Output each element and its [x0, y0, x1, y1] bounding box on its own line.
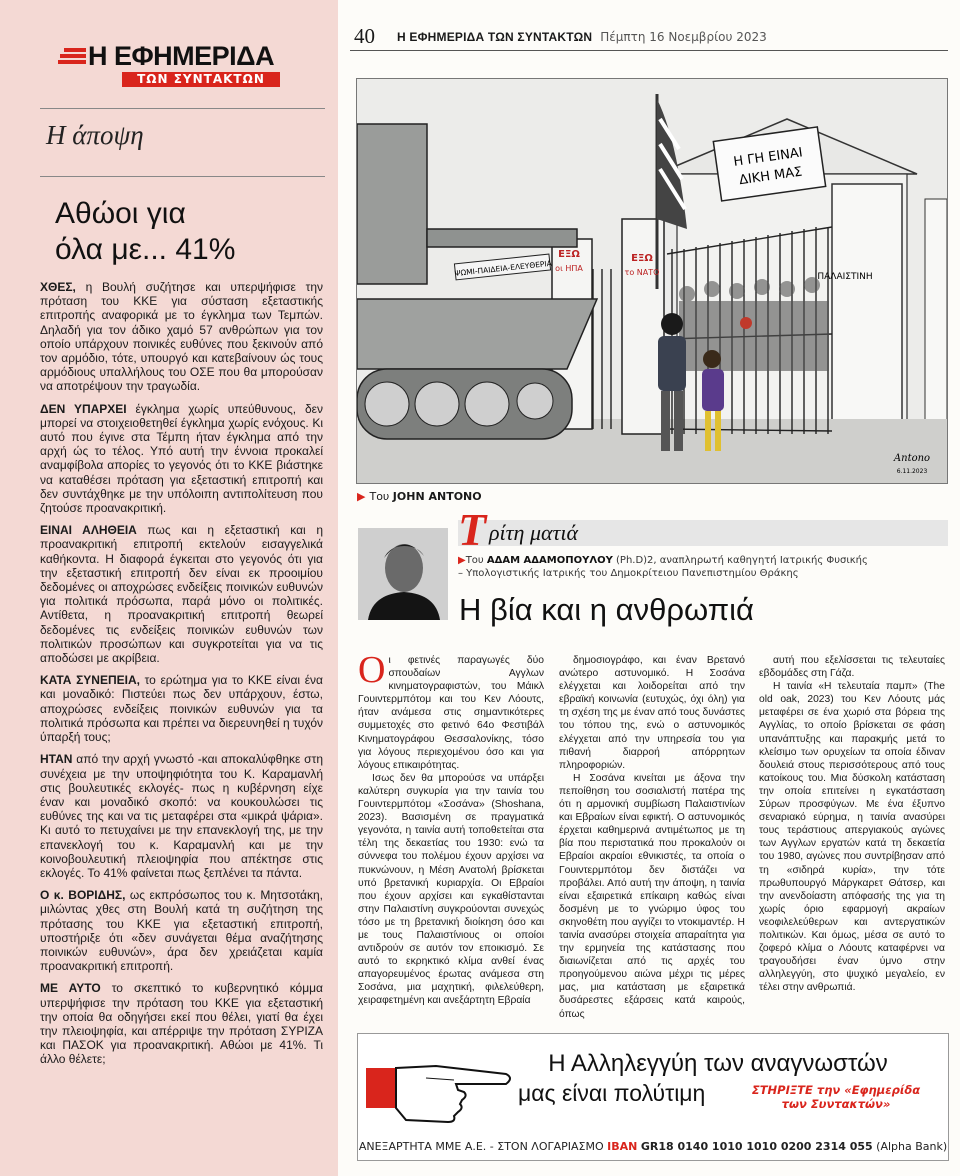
paragraph-lead: ΧΘΕΣ, [40, 280, 76, 294]
logo-stripes-icon [58, 48, 86, 70]
pointing-hand-icon [366, 1038, 516, 1138]
article-title: Η βία και η ανθρωπιά [459, 592, 754, 627]
pillar-text-1a: ΕΞΩ [558, 249, 580, 260]
issue-date: Πέμπτη 16 Νοεμβρίου 2023 [600, 30, 767, 44]
cartoon-palestine: ΠΑΛΑΙΣΤΙΝΗ [817, 272, 873, 282]
divider [350, 50, 948, 51]
column-title-initial: Τ [458, 504, 487, 555]
article-paragraph: Η Σοσάνα κινείται με άξονα την πεποίθηση του σοσιαλιστή πατέρα της ότι η αρμονική συμβίωση Παλαιστινίων και Εβραίων είναι εφικτή. Ο αστυνομικός έρχεται καθημερινά αντιμέτωπος με τη βία που περιστατικά που προκαλούν οι Εβραίοι ακραίοι εθνικιστές, τα οποία ο Γουιντερμπότομ δεν διστάζει να προβάλει. Από αυτή την άποψη, η ταινία είναι εξαιρετικά επίκαιρη καθώς είναι δοσμένη με το γνώριμο ύφος του σκηνοθέτη που αγγίζει το ντοκιμαντέρ. Η ταινία ανασύρει στοιχεία απαραίτητα για την ερμηνεία της κατάστασης που διαιωνίζεται από τις αρχές του προηγούμενου αιώνα μέχρι τις μέρες μας, μια κατάσταση με εξαιρετικά δυσάρεστες εξάρσεις κατά καιρούς, όπως [559, 772, 745, 1020]
editorial-paragraph: ΧΘΕΣ, η Βουλή συζήτησε και υπερψήφισε την πρόταση του ΚΚΕ για σύσταση εξεταστικής επιτροπής αναφορικά με το έγκλημα των Τεμπών. Δηλαδή για τον άδικο χαμό 57 ανθρώπων για τον οποίο υπάρχουν ποινικές ευθύνες που ξεκινούν από τον αρμόδιο, τότε, υπουργό και κατεβαίνουν ώς τους αρμόδιους υπαλλήλους του ΟΣΕ που θα μπορούσαν να αποτρέψουν την τραγωδία. [40, 280, 323, 394]
triangle-icon: ▶ [357, 490, 366, 503]
paragraph-lead: Ο κ. ΒΟΡΙΔΗΣ, [40, 888, 126, 903]
ad-callout: ΣΤΗΡΙΞΤΕ την «Εφημερίδα των Συντακτών» [751, 1083, 921, 1111]
cartoon-banner: ΨΩΜΙ-ΠΑΙΔΕΙΑ-ΕΛΕΥΘΕΡΙΑ [454, 258, 553, 278]
editorial-paragraph: Ο κ. ΒΟΡΙΔΗΣ, ως εκπρόσωπος του κ. Μητσοτάκη, μιλώντας χθες στη Βουλή κατά τη συζήτηση της πρότασης του ΚΚΕ για εξεταστική επιτροπή, υποστήριξε ότι «δεν συνάγεται θέμα αναζήτησης ποινικών ευθυνών», άρα δεν χρειάζεται καμία προανακριτική επιτροπή. [40, 888, 323, 974]
cartoon-sign-line-2: ΔΙΚΗ ΜΑΣ [738, 164, 804, 189]
paragraph-lead: ΜΕ ΑΥΤΟ [40, 981, 101, 996]
page-number: 40 [354, 24, 375, 48]
column-title: ρίτη ματιά [489, 520, 579, 545]
iban-label: IBAN [607, 1140, 638, 1153]
bank-name: (Alpha Bank) [876, 1140, 948, 1153]
article-column-3 [759, 654, 945, 994]
logo-subtitle: ΤΩΝ ΣΥΝΤΑΚΤΩΝ [122, 72, 280, 87]
headline-line-2: όλα με... 41% [55, 233, 236, 266]
cartoon-caption: ▶ Του JOHN ANTONO [357, 490, 482, 503]
editorial-headline [55, 196, 315, 268]
divider [40, 108, 325, 109]
paragraph-lead: ΗΤΑΝ [40, 752, 73, 767]
page-header [397, 30, 767, 44]
editorial-paragraph: ΜΕ ΑΥΤΟ το σκεπτικό το κυβερνητικό κόμμα υπερψήφισε την πρόταση του ΚΚΕ για εξεταστική την οποία θα οδηγήσει εκεί που θέλει, γιατί θα έχει την πλειοψηφία, και απέρριψε την πρόταση ΣΥΡΙΖΑ και ΠΑΣΟΚ για προανακριτική. Αθώοι με 41%. Τι άλλο θέλετε; [40, 981, 323, 1067]
ad-subheadline: μας είναι πολύτιμη [518, 1080, 706, 1106]
ad-headline: Η Αλληλεγγύη των αναγνωστών [548, 1050, 888, 1077]
drop-cap: Ο [358, 649, 386, 691]
article-paragraph: Ισως δεν θα μπορούσε να υπάρξει καλύτερη συγκυρία για την ταινία του Γουιντερμπότομ «Σοσάνα» (Shoshana, 2023). Βασισμένη σε πραγματικά γεγονότα, η ταινία αυτή τοποθετείται στα τέλη της δεκαετίας του 1930: ενώ τα σύννεφα του πολέμου έχουν αρχίσει να πυκνώνουν, η Μέση Ανατολή βρίσκεται υπό βρετανική κυριαρχία. Οι Εβραίοι που έχουν αρχίσει και εγκαθίστανται στην Παλαιστίνη συγκρούονται συνεχώς τόσο με τη βρετανική διοίκηση όσο και με τους Παλαιστίνιους οι οποίοι αντιδρούν σε αυτόν τον εποικισμό. Σε αυτό το εκρηκτικό κλίμα ανθεί ένας απαγορευμένος έρωτας ανάμεσα στη Σοσάνα, μια μαχητική, φιλελεύθερη, χειραφετημένη και ανεξάρτητη Εβραία [358, 772, 544, 1007]
article-column-1 [358, 649, 544, 1008]
paper-name: Η ΕΦΗΜΕΡΙΔΑ ΤΩΝ ΣΥΝΤΑΚΤΩΝ [397, 30, 593, 44]
editorial-paragraph: ΔΕΝ ΥΠΑΡΧΕΙ έγκλημα χωρίς υπεύθυνους, δεν μπορεί να στοιχειοθετηθεί έγκλημα χωρίς ενόχους. Κι αυτό που έγινε στα Τέμπη ήταν έγκλημα από την αρχή ώς το τέλος. Υπό αυτή την έννοια προκαλεί αναμφίβολα απορίες το γεγονός ότι το ΚΚΕ βιάστηκε να καταθέσει πρόταση για εξεταστική επιτροπή και δεν συντάχθηκε με την υπόλοιπη αντιπολίτευση που ζητούσε προανακριτική. [40, 401, 323, 516]
pillar-text-1b: οι ΗΠΑ [555, 264, 583, 273]
author-photo [358, 528, 448, 620]
article-paragraph: Η ταινία «Η τελευταία παμπ» (The old oak, 2023) του Κεν Λόουτς μάς μεταφέρει σε ένα χωριό στα βόρεια της Αγγλίας, το οποίο βρίσκεται σε φάση υπανάπτυξης και παρακμής μετά το κλείσιμο των ορυχείων τα οποία έδιναν δουλειά στους περισσότερους από τους κατοίκους του. Μια δύσκολη κατάσταση την οποία επιτείνει η εγκατάσταση Σύρων προσφύγων. Με ένα έξυπνο σεναριακό εύρημα, η ταινία ανασύρει τους τεράστιους απεργιακούς αγώνες των Αγγλων εργατών κατά τη δεκαετία του 1980, αγώνες που συντρίβησαν από τη «σιδηρά κυρία», την τότε πρωθυπουργό Μάργκαρετ Θάτσερ, και την ανενδοίαστη απόφασής της για τη χωρίς όριο εφαρμογή ακραίων νεοφιλελεύθερων και αντεργατικών πολιτικών. Και όμως, μέσα σε αυτό το ζοφερό κλίμα ο Λόουτς καταφέρνει να τραγουδήσει έναν ύμνο στην αλληλεγγύη, στο ψυχικό μεγαλείο, εν τέλει στην ανθρωπιά. [759, 681, 945, 994]
logo-title: Η ΕΦΗΜΕΡΙΔΑ [88, 41, 275, 71]
editorial-paragraph: ΕΙΝΑΙ ΑΛΗΘΕΙΑ πως και η εξεταστική και η προανακριτική επιτροπή εκτελούν εισαγγελικά καθήκοντα. Η διαφορά έγκειται στο γεγονός ότι για την εξεταστική επιτροπή δεν είναι εκ προοιμίου δεδομένες οι αποχρώσες ενδείξεις ποινικών ευθυνών για πολιτικά πρόσωπα, παρά μόνο οι πολιτικές. Αντίθετα, η προανακριτική επιτροπή θεωρεί δεδομένες τις ενδείξεις ποινικών ευθυνών των πολιτικών προσώπων και συγκροτείται για να τις αποδώσει με ακρίβεια. [40, 523, 323, 666]
paragraph-lead: ΔΕΝ ΥΠΑΡΧΕΙ [40, 401, 127, 416]
author-name: ΑΔΑΜ ΑΔΑΜΟΠΟΥΛΟΥ [486, 555, 613, 566]
cartoon-sign-line-1: Η ΓΗ ΕΙΝΑΙ [732, 145, 804, 170]
editorial-paragraph: ΚΑΤΑ ΣΥΝΕΠΕΙΑ, το ερώτημα για το ΚΚΕ είναι ένα και μοναδικό: Πιστεύει πως δεν υπάρχουν, έστω, αποχρώσες ενδείξεις ποινικών ευθυνών για τα πολιτικά πρόσωπα και πρέπει να διερευνηθεί η τυχόν ύπαρξή τους; [40, 673, 323, 745]
article-paragraph: αυτή που εξελίσσεται τις τελευταίες εβδομάδες στη Γάζα. [759, 655, 945, 680]
headline-line-1: Αθώοι για [55, 197, 186, 230]
ad-bank-details: ΑΝΕΞΑΡΤΗΤΑ ΜΜΕ Α.Ε. - ΣΤΟΝ ΛΟΓΑΡΙΑΣΜΟ IBAN GR18 0140 1010 1010 0200 2314 055 (Alpha Bank) [358, 1136, 948, 1160]
author-byline: ▶Του ΑΔΑΜ ΑΔΑΜΟΠΟΥΛΟΥ (Ph.D)2, αναπληρωτή καθηγητή Ιατρικής Φυσικής – Υπολογιστικής Ιατρικής του Δημοκρίτειου Πανεπιστημίου Θράκης [458, 555, 868, 579]
solidarity-ad [357, 1033, 949, 1161]
cartoon-signature-date: 6.11.2023 [896, 468, 928, 475]
triangle-icon: ▶ [458, 555, 466, 566]
pillar-text-2b: το ΝΑΤΟ [624, 268, 660, 277]
cartoonist-name: JOHN ANTONO [392, 490, 482, 503]
pillar-text-2a: ΕΞΩ [631, 253, 653, 264]
article-column-2 [559, 654, 745, 1021]
article-paragraph: δημοσιογράφο, και έναν Βρετανό ανώτερο αστυνομικό. Η Σοσάνα ελέγχεται και λοιδορείται από την εβραϊκή κοινωνία (ευτυχώς, όχι όλη) για τη σχέση της με έναν από τους δυνάστες του τόπου της, ενώ ο αστυνομικός ελέγχεται από την υπηρεσία του για πιθανή διαρροή απόρρητων πληροφοριών. [559, 655, 745, 771]
cartoon-signature: Antono [893, 453, 931, 464]
cartoon-illustration [357, 79, 947, 483]
editorial-paragraph: ΗΤΑΝ από την αρχή γνωστό -και αποκαλύφθηκε στη συνέχεια με την υποψηφιότητα του Κ. Καραμανλή στις βουλευτικές εκλογές- πως η κυβέρνηση είχε έναν και μοναδικό σκοπό: να κουκουλώσει τις ευθύνες της και να τις μεταφέρει στα «μικρά ψάρια». Κι αυτό το πετυχαίνει με την επανεκλογή της, με την επανεκλογή του κ. Καραμανλή και με την κοινοβουλευτική πλειοψηφία που απέκτησε στις εκλογές. Το 41% φαίνεται πως ξεπλένει τα πάντα. [40, 752, 323, 880]
political-cartoon [356, 78, 948, 484]
divider [40, 176, 325, 177]
newspaper-logo [58, 40, 298, 87]
section-label: Η άποψη [46, 120, 144, 150]
article-paragraph: Οι φετινές παραγωγές δύο σπουδαίων Αγγλων κινηματογραφιστών, του Μάικλ Γουιντερμπότομ και του Κεν Λόουτς, ήταν ανάμεσα στις σημαντικότερες συμμετοχές στο φετινό 64ο Φεστιβάλ Κινηματογράφου Θεσσαλονίκης, τόσο για λόγους περιεχομένου όσο και για λόγους επικαιρότητας. [358, 649, 544, 771]
iban-number: GR18 0140 1010 1010 0200 2314 055 [640, 1140, 873, 1153]
editorial-body [40, 280, 323, 1075]
paragraph-lead: ΕΙΝΑΙ ΑΛΗΘΕΙΑ [40, 523, 137, 538]
author-affiliation: – Υπολογιστικής Ιατρικής του Δημοκρίτειου Πανεπιστημίου Θράκης [458, 568, 799, 579]
paragraph-lead: ΚΑΤΑ ΣΥΝΕΠΕΙΑ, [40, 673, 140, 688]
